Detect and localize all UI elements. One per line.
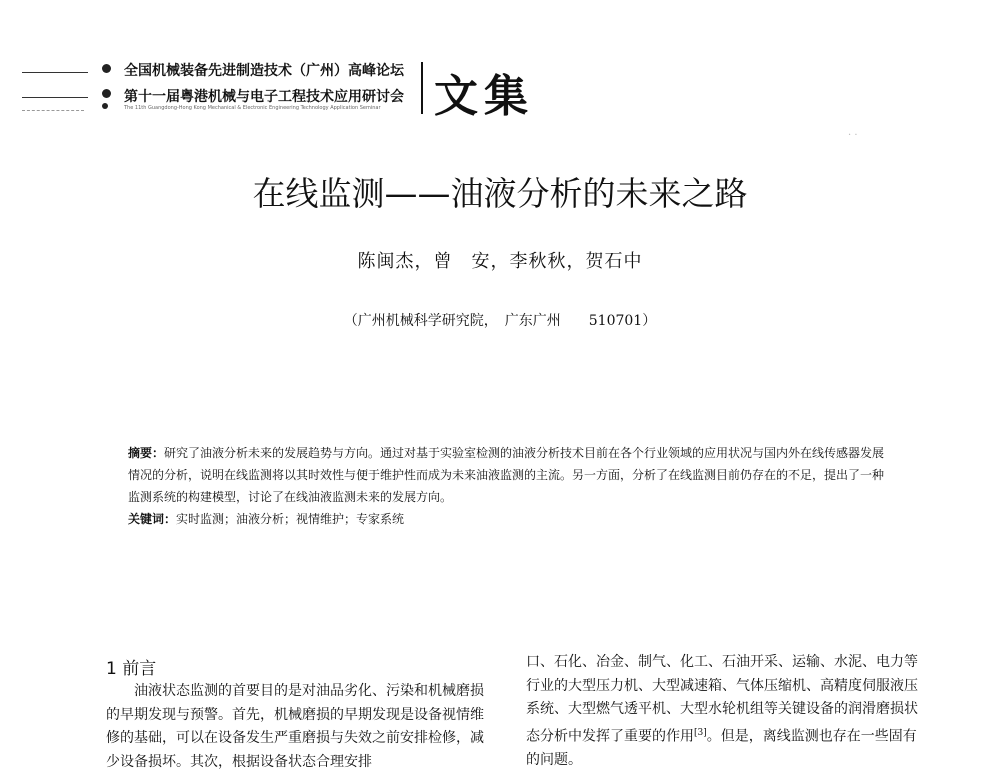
- abstract-text: 研究了油液分析未来的发展趋势与方向。通过对基于实验室检测的油液分析技术目前在各个行业领域的应用状况与国内外在线传感器发展情况的分析，说明在线监测将以其时效性与便于维护性而成为未来油液监测的主流。另一方面，分析了在线监测目前仍存在的不足，提出了一种监测系统的构建模型，讨论了在线油液监测未来的发展方向。: [128, 446, 885, 504]
- header-divider: [421, 62, 423, 114]
- scan-artifact: · ·: [848, 130, 858, 141]
- body-right-text-2: 。但是，离线监测也存在一些固有的问题。: [526, 728, 917, 768]
- abstract-label: 摘要：: [128, 446, 165, 460]
- conference-name-2: 第十一届粤港机械与电子工程技术应用研讨会: [124, 89, 404, 105]
- paper-title: 在线监测——油液分析的未来之路: [252, 174, 748, 213]
- header-rule-1: [22, 72, 88, 73]
- keywords-label: 关键词：: [128, 512, 177, 526]
- body-right-column: [526, 651, 918, 772]
- conference-name-1: 全国机械装备先进制造技术（广州）高峰论坛: [124, 63, 404, 79]
- abstract-paragraph: [128, 442, 888, 508]
- keywords-text: 实时监测；油液分析；视情维护；专家系统: [176, 512, 405, 526]
- abstract-block: [128, 442, 888, 530]
- header-bullet-icon: [102, 89, 111, 98]
- collection-title: 文集: [434, 71, 534, 122]
- citation-ref: [3]: [694, 727, 707, 738]
- body-left-column: 油液状态监测的首要目的是对油品劣化、污染和机械磨损的早期发现与预警。首先，机械磨损的早期发现是设备视情维修的基础，可以在设备发生严重磨损与失效之前安排检修，减少设备损坏。其次，根据设备状态合理安排: [106, 683, 484, 770]
- conference-name-en: The 11th Guangdong-Hong Kong Mechanical & Electronic Engineering Technology Application Seminar: [124, 105, 381, 111]
- section-heading: 1 前言: [106, 659, 157, 679]
- paper-affiliation: （广州机械科学研究院， 广东广州 510701）: [343, 313, 657, 329]
- header-rule-2: [22, 97, 88, 98]
- header-bullet-icon: [102, 103, 108, 109]
- header-bullet-icon: [102, 64, 111, 73]
- keywords-line: [128, 508, 888, 530]
- body-right-text: 口、石化、冶金、制气、化工、石油开采、运输、水泥、电力等行业的大型压力机、大型减速箱、气体压缩机、高精度伺服液压系统、大型燃气透平机、大型水轮机组等关键设备的润滑磨损状态分析中发挥了重要的作用: [526, 654, 918, 745]
- paper-authors: 陈闽杰，曾 安，李秋秋，贺石中: [357, 251, 643, 272]
- header-rule-3: [22, 110, 84, 111]
